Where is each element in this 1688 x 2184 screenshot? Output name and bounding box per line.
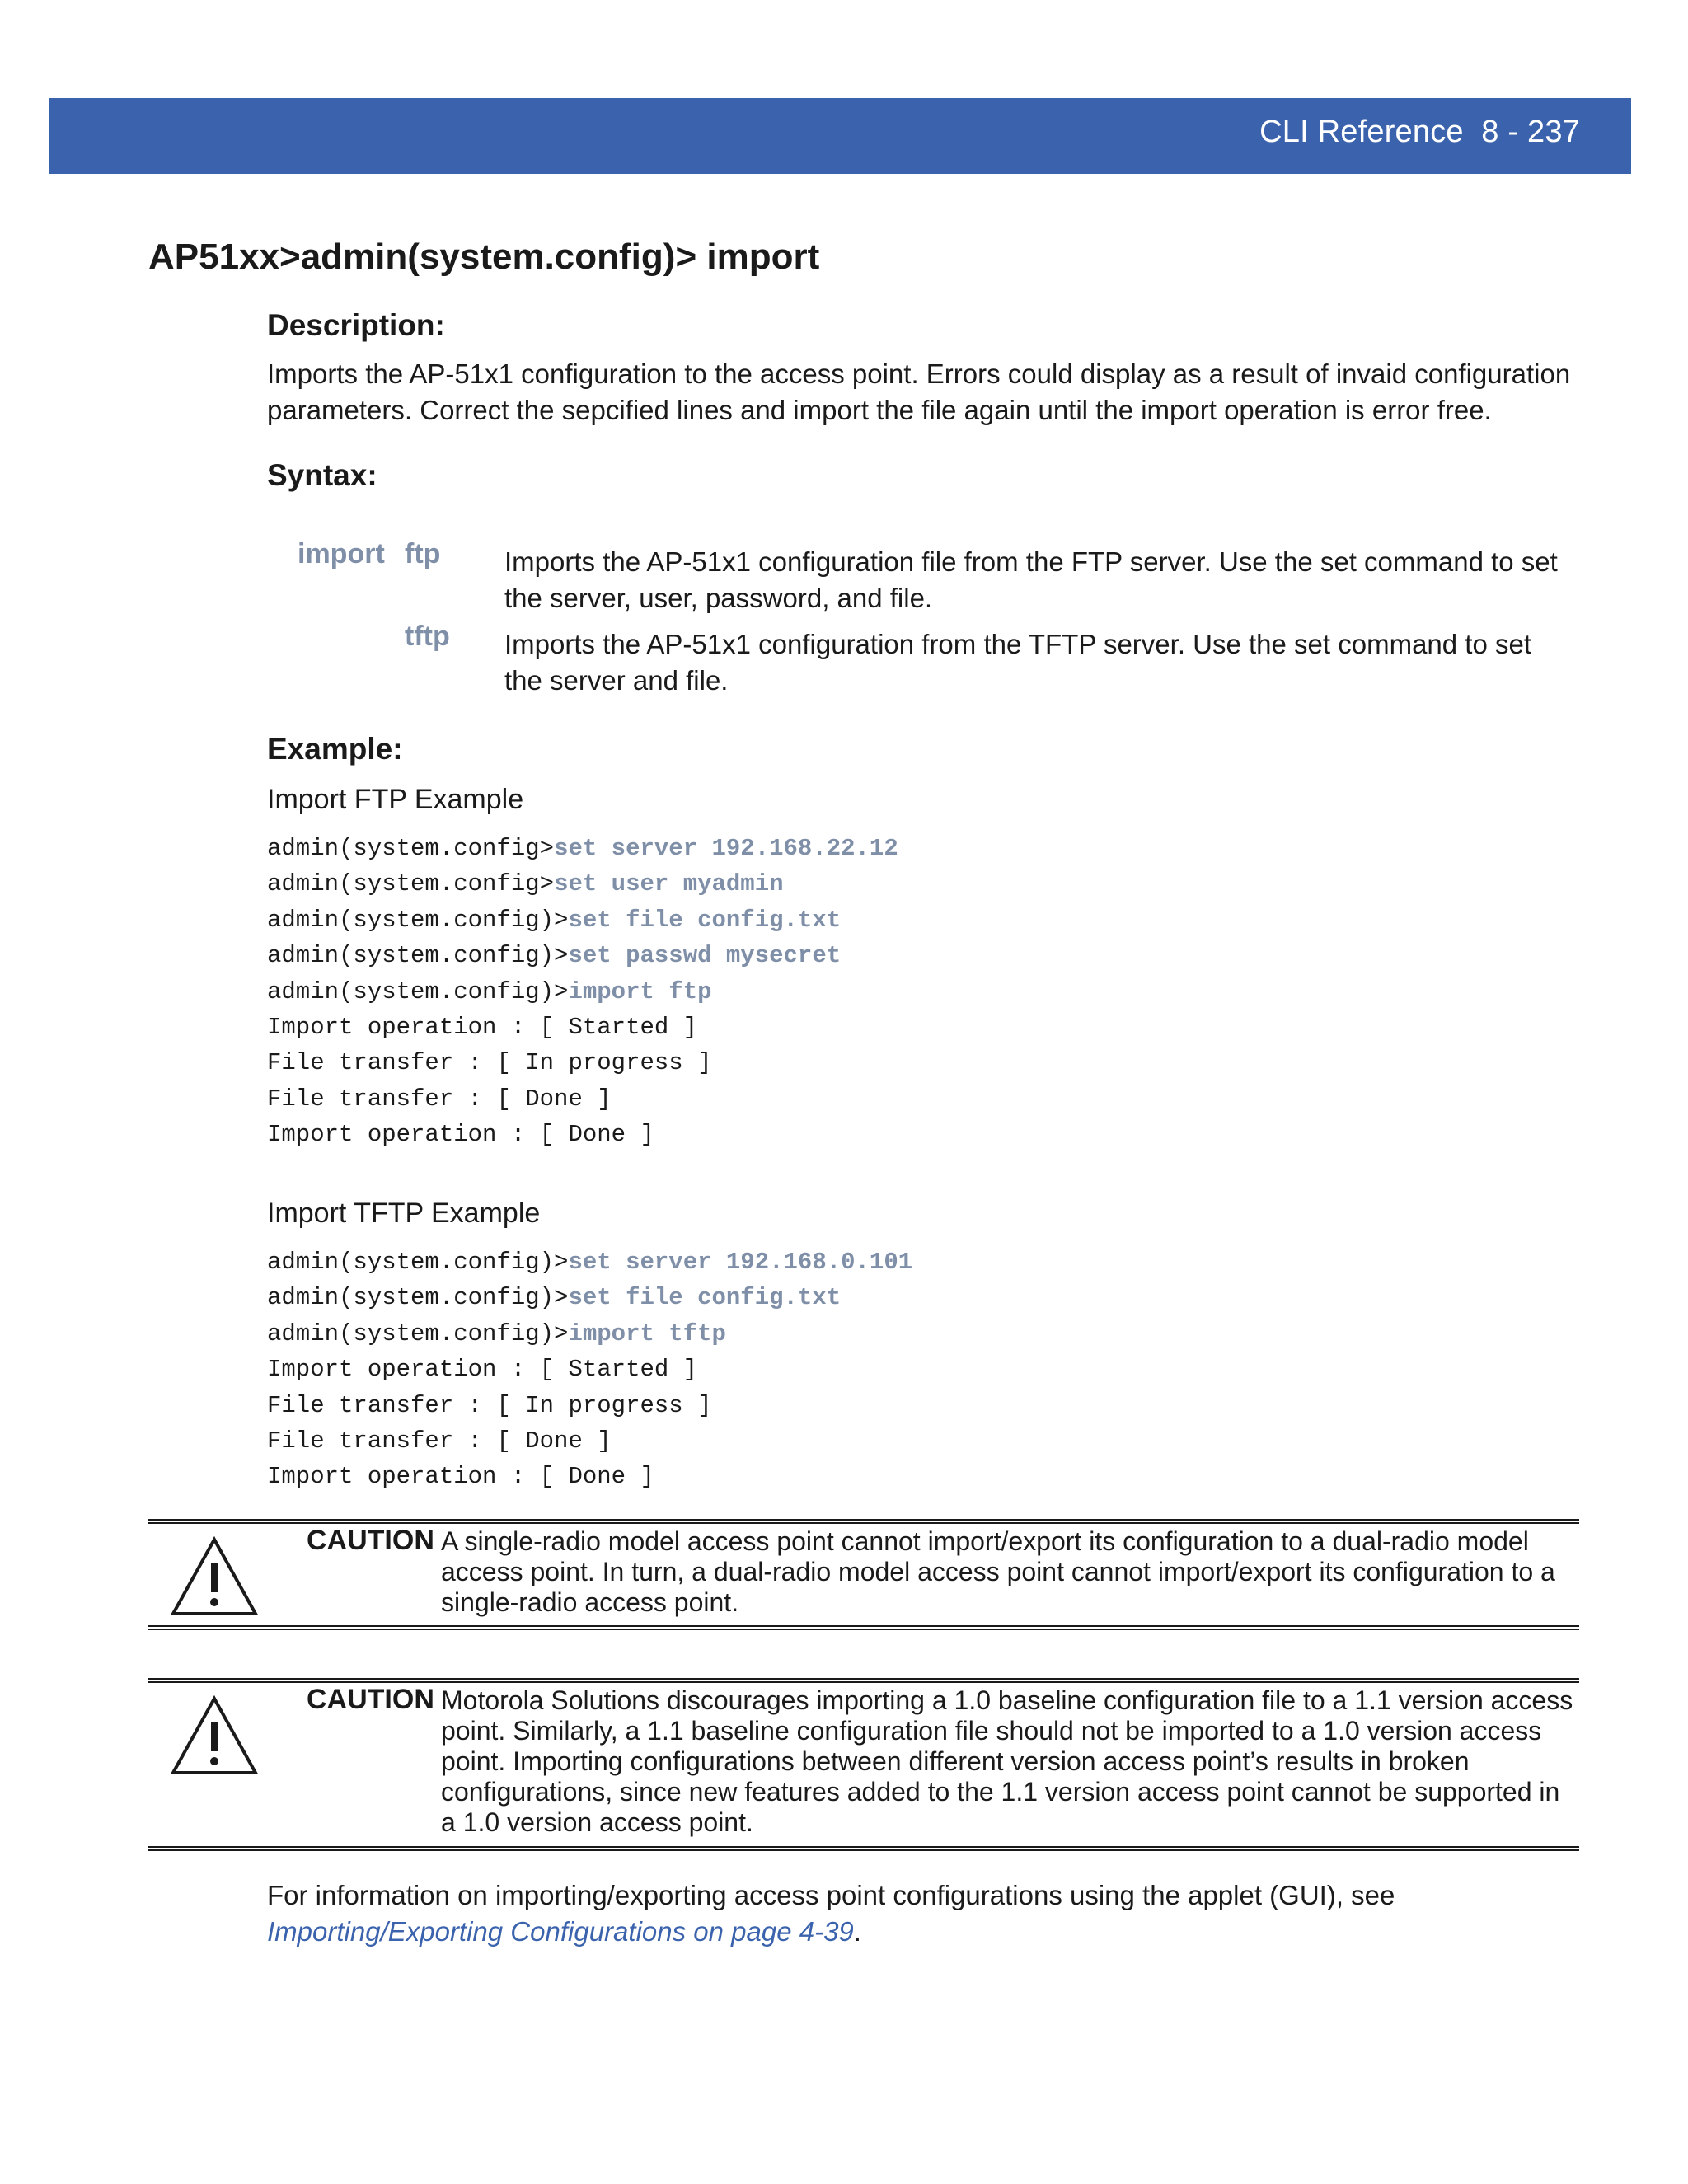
code-command: set file config.txt xyxy=(568,1284,842,1312)
caution-bottom-rule xyxy=(148,1846,1579,1851)
page-header-bar xyxy=(49,98,1631,174)
ftp-example-title: Import FTP Example xyxy=(267,784,524,815)
code-prompt: admin(system.config)> xyxy=(267,1284,569,1312)
code-command: set user myadmin xyxy=(554,870,784,898)
command-heading: AP51xx>admin(system.config)> import xyxy=(148,237,820,277)
code-prompt: admin(system.config)> xyxy=(267,1249,569,1276)
code-output: Import operation : [ Done ] xyxy=(267,1463,654,1491)
caution-text: A single-radio model access point cannot import/export its configuration to a dual-radio model access point. In turn, a dual-radio model access point cannot import/export its configuration to a single-radio access point. xyxy=(441,1526,1555,1617)
code-prompt: admin(system.config)> xyxy=(267,906,569,934)
code-line xyxy=(267,1423,1503,1459)
code-command: import ftp xyxy=(568,977,712,1005)
syntax-option-tftp-description: Imports the AP-51x1 configuration from the TFTP server. Use the set command to set the server and file. xyxy=(504,629,1532,696)
caution-bottom-rule xyxy=(148,1625,1579,1630)
caution-label: CAUTION xyxy=(307,1684,434,1715)
code-line xyxy=(267,866,1503,902)
code-command: import tftp xyxy=(568,1319,726,1347)
cross-reference-link[interactable]: Importing/Exporting Configurations on page 4-39 xyxy=(267,1916,854,1947)
code-line xyxy=(267,1117,1503,1152)
tftp-example-title: Import TFTP Example xyxy=(267,1197,541,1229)
header-section-title: CLI Reference xyxy=(1259,115,1464,149)
header-title xyxy=(1259,115,1580,150)
code-output: File transfer : [ In progress ] xyxy=(267,1049,712,1077)
code-output: Import operation : [ Started ] xyxy=(267,1356,698,1384)
example-label: Example: xyxy=(267,732,403,766)
code-prompt: admin(system.config)> xyxy=(267,942,569,970)
code-line xyxy=(267,974,1503,1010)
code-line xyxy=(267,902,1503,938)
code-output: Import operation : [ Done ] xyxy=(267,1121,654,1149)
code-prompt: admin(system.config> xyxy=(267,835,555,862)
description-text: Imports the AP-51x1 configuration to the access point. Errors could display as a result of invaid configuration parameters. Correct the sepcified lines and import the file again until the import operation is error free. xyxy=(267,359,1571,425)
code-prompt: admin(system.config> xyxy=(267,870,555,898)
caution-text: Motorola Solutions discourages importing a 1.0 baseline configuration file to a 1.1 version access point. Similarly, a 1.1 baseline configuration file should not be imported to a 1.0 version access point. Importing configurations between different version access point’s results in broken configurations, since new features added to the 1.1 version access point cannot be supported in a 1.0 version access point. xyxy=(441,1685,1573,1837)
note-suffix: . xyxy=(853,1916,861,1947)
syntax-option-tftp: tftp xyxy=(405,621,450,652)
code-line xyxy=(267,1352,1503,1387)
code-line xyxy=(267,1244,1503,1280)
code-command: set passwd mysecret xyxy=(568,942,842,970)
code-line xyxy=(267,831,1503,866)
description-label: Description: xyxy=(267,308,445,342)
code-line xyxy=(267,1280,1503,1315)
tftp-example-code xyxy=(267,1244,1503,1495)
ftp-example-code xyxy=(267,831,1503,1153)
code-command: set server 192.168.22.12 xyxy=(554,835,898,862)
code-line xyxy=(267,1081,1503,1117)
code-output: File transfer : [ Done ] xyxy=(267,1427,612,1455)
caution-top-rule xyxy=(148,1678,1579,1683)
code-line xyxy=(267,1010,1503,1045)
warning-triangle-icon xyxy=(170,1695,259,1776)
syntax-option-ftp: ftp xyxy=(405,538,441,569)
code-output: File transfer : [ In progress ] xyxy=(267,1391,712,1419)
code-line xyxy=(267,938,1503,973)
code-output: File transfer : [ Done ] xyxy=(267,1085,612,1113)
syntax-option-ftp-description: Imports the AP-51x1 configuration file from the FTP server. Use the set command to set the server, user, password, and file. xyxy=(504,546,1558,613)
syntax-command-keyword: import xyxy=(298,538,385,569)
syntax-label: Syntax: xyxy=(267,458,377,492)
code-line xyxy=(267,1388,1503,1423)
code-command: set file config.txt xyxy=(568,906,842,934)
code-output: Import operation : [ Started ] xyxy=(267,1013,698,1041)
code-line xyxy=(267,1459,1503,1494)
header-page-number: 8 - 237 xyxy=(1481,115,1580,149)
code-prompt: admin(system.config)> xyxy=(267,977,569,1005)
warning-triangle-icon xyxy=(170,1536,259,1617)
caution-label: CAUTION xyxy=(307,1525,434,1556)
code-prompt: admin(system.config)> xyxy=(267,1319,569,1347)
code-line xyxy=(267,1045,1503,1080)
code-line xyxy=(267,1316,1503,1352)
cross-reference-note xyxy=(267,1877,1569,1950)
code-command: set server 192.168.0.101 xyxy=(568,1249,913,1276)
caution-top-rule xyxy=(148,1519,1579,1524)
note-text: For information on importing/exporting access point configurations using the applet (GUI), see xyxy=(267,1880,1395,1910)
